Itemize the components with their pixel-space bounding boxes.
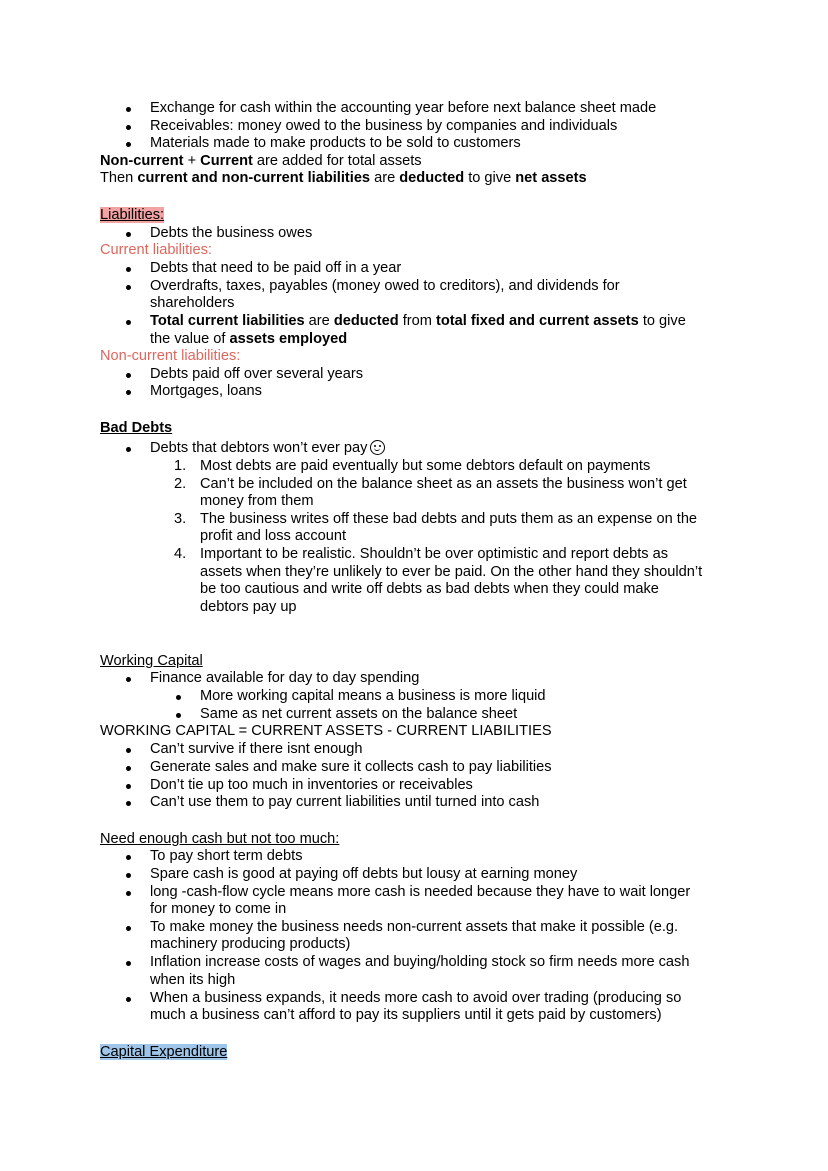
bullet bbox=[176, 695, 181, 700]
bullet bbox=[126, 784, 131, 789]
bold-term: Current bbox=[200, 153, 253, 169]
working-capital-bullet: Finance available for day to day spending bbox=[150, 670, 420, 686]
asset-bullet-3: Materials made to make products to be sold to customers bbox=[150, 135, 521, 151]
bullet bbox=[126, 926, 131, 931]
net-assets-line: Then current and non-current liabilities are deducted to give net assets bbox=[100, 170, 587, 186]
bad-debt-item-2: Can’t be included on the balance sheet as an assets the business won’t get bbox=[200, 476, 687, 492]
bullet bbox=[126, 267, 131, 272]
bullet bbox=[126, 766, 131, 771]
bad-debts-heading: Bad Debts bbox=[100, 420, 173, 436]
bullet bbox=[126, 125, 131, 130]
noncurrent-liabilities-heading: Non-current liabilities: bbox=[100, 348, 241, 364]
bullet bbox=[126, 801, 131, 806]
asset-bullet-1: Exchange for cash within the accounting year before next balance sheet made bbox=[150, 100, 657, 116]
list-number: 1. bbox=[174, 458, 187, 474]
bad-debt-item-4-cont: assets when they’re unlikely to ever be paid. On the other hand they shouldn’t bbox=[200, 564, 703, 580]
list-number: 4. bbox=[174, 546, 187, 562]
noncurrent-bullet-2: Mortgages, loans bbox=[150, 383, 262, 399]
cash-bullet-5-cont: when its high bbox=[150, 972, 236, 988]
bullet bbox=[126, 961, 131, 966]
bullet bbox=[126, 997, 131, 1002]
bad-debt-item-4: Important to be realistic. Shouldn’t be over optimistic and report debts as bbox=[200, 546, 669, 562]
bullet bbox=[126, 320, 131, 325]
sad-face-icon bbox=[370, 440, 385, 455]
cash-bullet-5: Inflation increase costs of wages and buying/holding stock so firm needs more cash bbox=[150, 954, 690, 970]
bullet bbox=[126, 142, 131, 147]
current-liability-bullet-2-cont: shareholders bbox=[150, 295, 235, 311]
bad-debt-item-4-cont: debtors pay up bbox=[200, 599, 297, 615]
total-assets-line: Non-current + Current are added for total assets bbox=[100, 153, 422, 169]
working-capital-sub-2: Same as net current assets on the balance sheet bbox=[200, 706, 518, 722]
cash-bullet-4-cont: machinery producing products) bbox=[150, 936, 351, 952]
total-current-liabilities-line-cont: the value of assets employed bbox=[150, 331, 348, 347]
cash-bullet-4: To make money the business needs non-current assets that make it possible (e.g. bbox=[150, 919, 679, 935]
wc-bullet-3: Don’t tie up too much in inventories or receivables bbox=[150, 777, 473, 793]
bullet bbox=[176, 713, 181, 718]
bullet bbox=[126, 285, 131, 290]
bullet bbox=[126, 748, 131, 753]
wc-bullet-1: Can’t survive if there isnt enough bbox=[150, 741, 363, 757]
bullet bbox=[126, 390, 131, 395]
bold-term: Non-current bbox=[100, 153, 184, 169]
wc-bullet-2: Generate sales and make sure it collects cash to pay liabilities bbox=[150, 759, 552, 775]
working-capital-sub-1: More working capital means a business is more liquid bbox=[200, 688, 546, 704]
bullet bbox=[126, 891, 131, 896]
total-current-liabilities-line: Total current liabilities are deducted from total fixed and current assets to give bbox=[150, 313, 686, 329]
cash-bullet-2: Spare cash is good at paying off debts but lousy at earning money bbox=[150, 866, 578, 882]
bad-debts-bullet: Debts that debtors won’t ever pay bbox=[150, 440, 385, 458]
bullet bbox=[126, 855, 131, 860]
liabilities-heading: Liabilities: bbox=[100, 207, 165, 223]
bullet bbox=[126, 107, 131, 112]
working-capital-formula: WORKING CAPITAL = CURRENT ASSETS - CURRENT LIABILITIES bbox=[100, 723, 552, 739]
cash-bullet-1: To pay short term debts bbox=[150, 848, 303, 864]
working-capital-heading: Working Capital bbox=[100, 653, 203, 669]
bad-debt-item-3: The business writes off these bad debts and puts them as an expense on the bbox=[200, 511, 698, 527]
bullet bbox=[126, 232, 131, 237]
current-liability-bullet-2: Overdrafts, taxes, payables (money owed to creditors), and dividends for bbox=[150, 278, 620, 294]
list-number: 3. bbox=[174, 511, 187, 527]
wc-bullet-4: Can’t use them to pay current liabilities until turned into cash bbox=[150, 794, 540, 810]
bad-debt-item-1: Most debts are paid eventually but some debtors default on payments bbox=[200, 458, 651, 474]
current-liabilities-heading: Current liabilities: bbox=[100, 242, 212, 258]
bullet bbox=[126, 873, 131, 878]
bullet bbox=[126, 677, 131, 682]
cash-bullet-6: When a business expands, it needs more cash to avoid over trading (producing so bbox=[150, 990, 682, 1006]
bullet bbox=[126, 447, 131, 452]
capital-expenditure-heading: Capital Expenditure bbox=[100, 1044, 228, 1060]
liabilities-bullet: Debts the business owes bbox=[150, 225, 313, 241]
list-number: 2. bbox=[174, 476, 187, 492]
cash-bullet-3: long -cash-flow cycle means more cash is needed because they have to wait longer bbox=[150, 884, 691, 900]
asset-bullet-2: Receivables: money owed to the business by companies and individuals bbox=[150, 118, 618, 134]
bad-debt-item-4-cont: be too cautious and write off debts as bad debts when they could make bbox=[200, 581, 659, 597]
bad-debt-item-3-cont: profit and loss account bbox=[200, 528, 347, 544]
noncurrent-bullet-1: Debts paid off over several years bbox=[150, 366, 364, 382]
cash-bullet-3-cont: for money to come in bbox=[150, 901, 287, 917]
current-liability-bullet-1: Debts that need to be paid off in a year bbox=[150, 260, 402, 276]
cash-heading: Need enough cash but not too much: bbox=[100, 831, 340, 847]
bullet bbox=[126, 373, 131, 378]
bad-debt-item-2-cont: money from them bbox=[200, 493, 314, 509]
cash-bullet-6-cont: much a business can’t afford to pay its suppliers until it gets paid by customers) bbox=[150, 1007, 662, 1023]
